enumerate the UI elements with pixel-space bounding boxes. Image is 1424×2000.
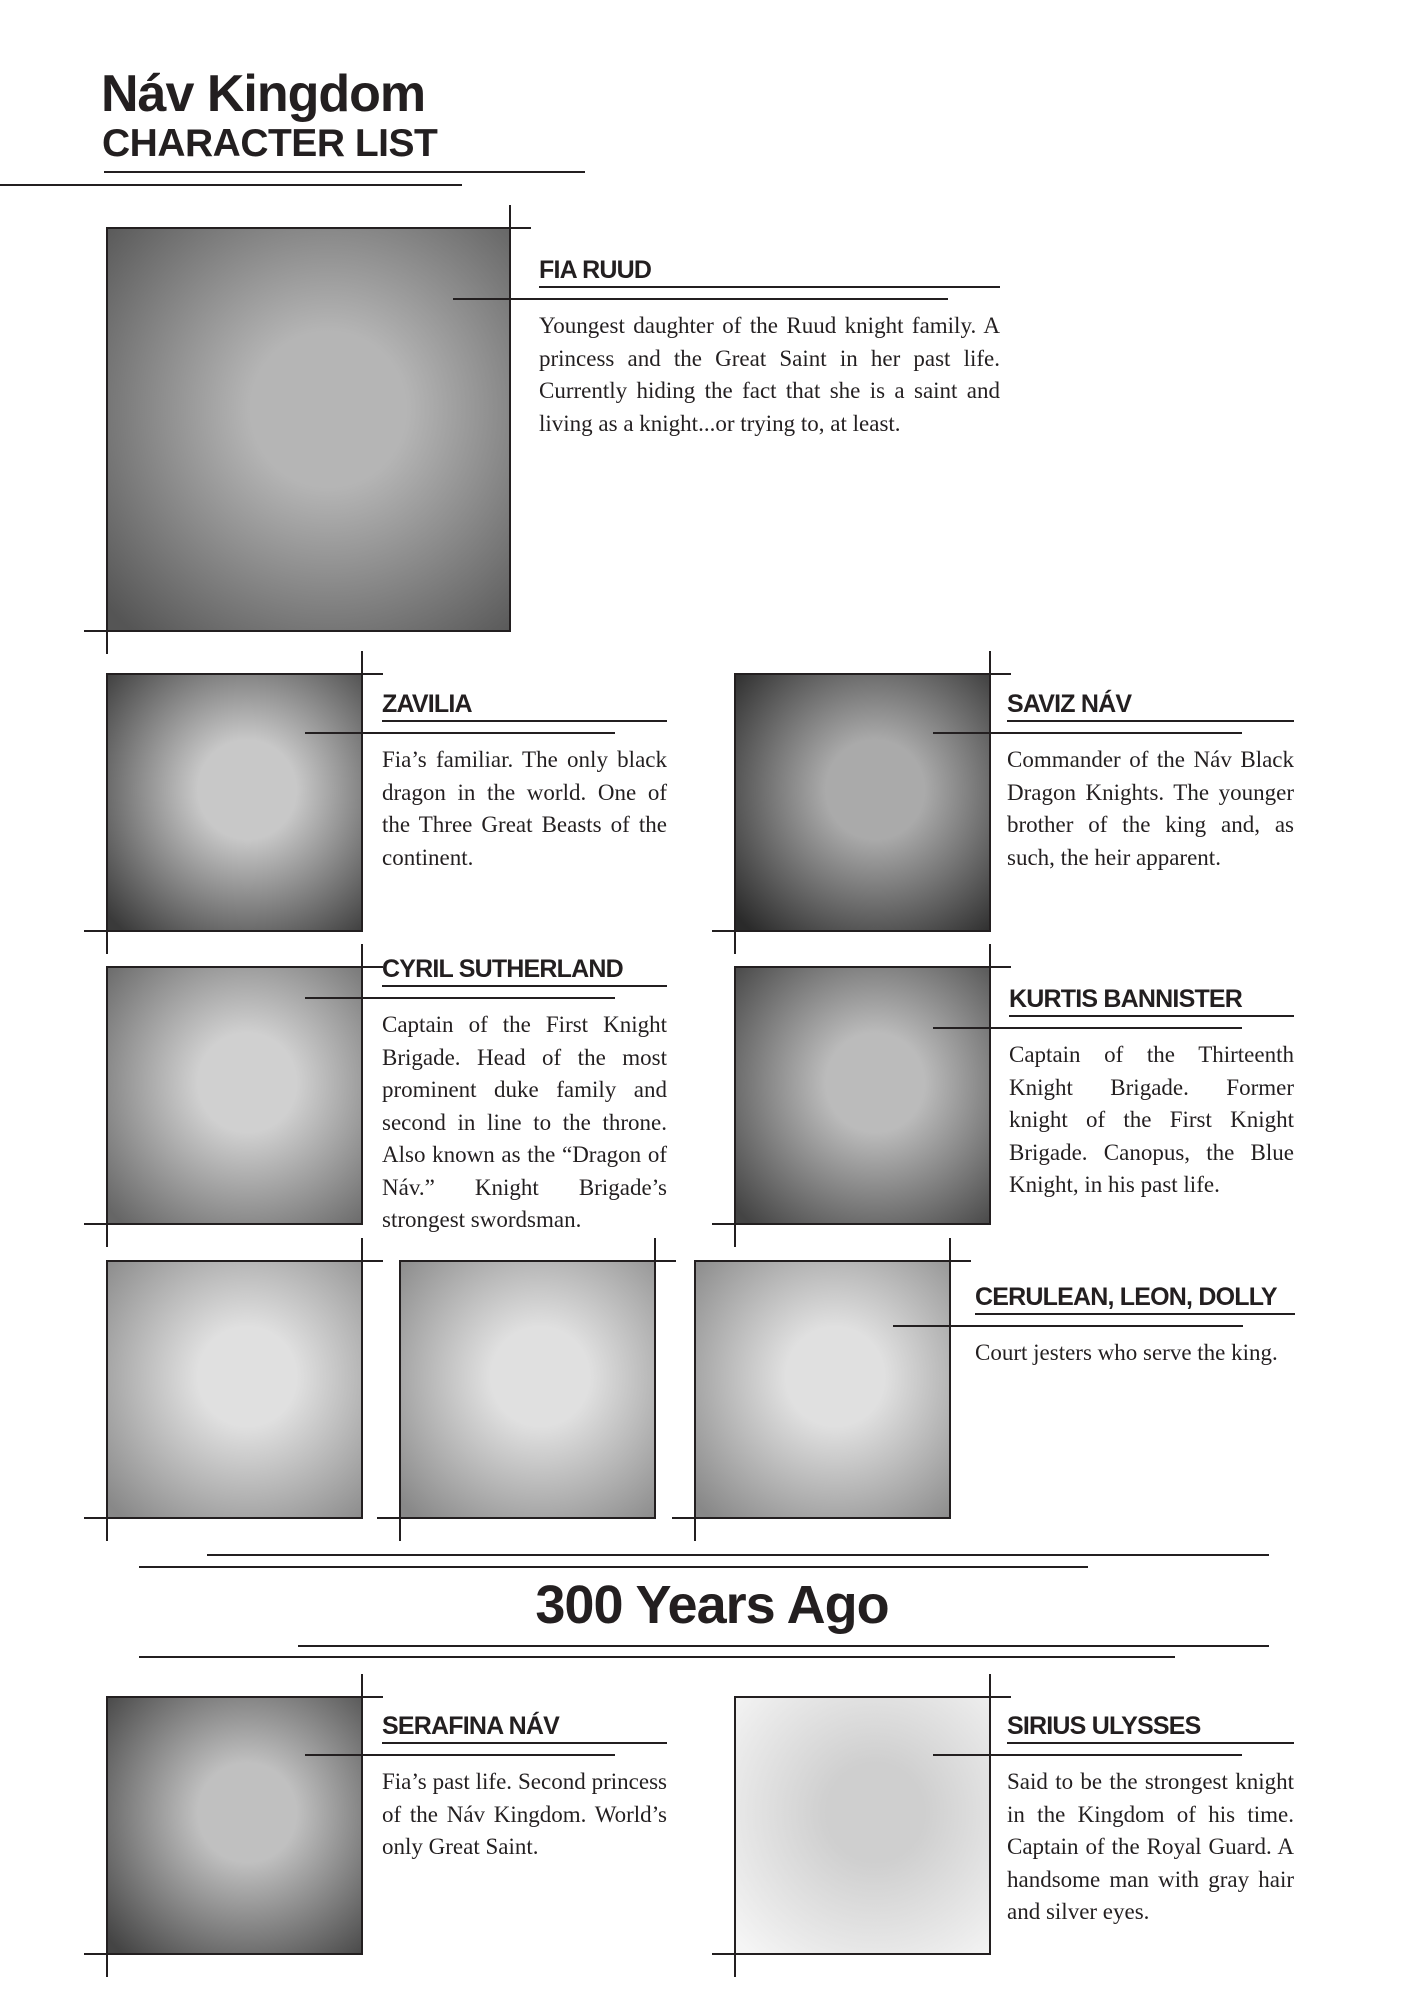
character-portrait: [399, 1260, 656, 1519]
crop-mark: [712, 930, 734, 932]
crop-mark: [361, 1238, 363, 1260]
character-description: Captain of the First Knight Brigade. Head of the most prominent duke family and second in line to the throne. Also known as the “Dragon of Náv.” Knight Brigade’s strongest swordsman.: [382, 1012, 667, 1232]
character-portrait: [106, 1696, 363, 1955]
character-portrait: [106, 966, 363, 1225]
character-description: Fia’s past life. Second princess of the Náv Kingdom. World’s only Great Saint.: [382, 1769, 667, 1859]
section-title: 300 Years Ago: [535, 1575, 889, 1635]
crop-mark: [509, 205, 511, 227]
name-underline: [382, 1742, 667, 1744]
crop-mark: [361, 966, 383, 968]
name-underline: [933, 732, 1242, 734]
character-name: KURTIS BANNISTER: [1009, 985, 1243, 1013]
character-portrait: [734, 966, 991, 1225]
crop-mark: [84, 1953, 106, 1955]
character-portrait: [106, 673, 363, 932]
crop-mark: [694, 1519, 696, 1541]
crop-mark: [361, 1260, 383, 1262]
name-underline: [893, 1325, 1243, 1327]
crop-mark: [399, 1519, 401, 1541]
name-underline: [453, 298, 948, 300]
crop-mark: [734, 1955, 736, 1977]
character-name: SAVIZ NÁV: [1007, 690, 1132, 718]
character-name: ZAVILIA: [382, 690, 472, 718]
crop-mark: [106, 632, 108, 654]
crop-mark: [106, 1225, 108, 1247]
character-portrait: [734, 1696, 991, 1955]
character-name: SERAFINA NÁV: [382, 1712, 559, 1740]
name-underline: [382, 985, 667, 987]
crop-mark: [84, 930, 106, 932]
crop-mark: [84, 1517, 106, 1519]
character-description: Captain of the Thirteenth Knight Brigade. Former knight of the First Knight Brigade. Canopus, the Blue Knight, in his past life.: [1009, 1042, 1294, 1197]
crop-mark: [989, 1696, 1011, 1698]
crop-mark: [377, 1517, 399, 1519]
name-underline: [382, 720, 667, 722]
character-description: Said to be the strongest knight in the Kingdom of his time. Captain of the Royal Guard. A handsome man with gray hair and silver eyes.: [1007, 1769, 1294, 1924]
character-portrait: [694, 1260, 951, 1519]
character-description: Youngest daughter of the Ruud knight family. A princess and the Great Saint in her past life. Currently hiding the fact that she is a saint and living as a knight...or trying to, at least.: [539, 313, 1000, 436]
crop-mark: [989, 673, 1011, 675]
crop-mark: [989, 944, 991, 966]
crop-mark: [361, 651, 363, 673]
character-description: Commander of the Náv Black Dragon Knights. The younger brother of the king and, as such, the heir apparent.: [1007, 747, 1294, 870]
name-underline: [539, 286, 1000, 288]
name-underline: [305, 997, 615, 999]
crop-mark: [361, 1696, 383, 1698]
crop-mark: [734, 1225, 736, 1247]
crop-mark: [989, 651, 991, 673]
crop-mark: [949, 1260, 971, 1262]
name-underline: [1007, 720, 1294, 722]
character-portrait: [106, 227, 511, 632]
crop-mark: [989, 1674, 991, 1696]
character-description: Court jesters who serve the king.: [975, 1340, 1278, 1365]
divider: [139, 1566, 1088, 1568]
page-title: Náv Kingdom: [101, 65, 426, 123]
crop-mark: [712, 1953, 734, 1955]
divider: [207, 1554, 1269, 1556]
name-underline: [975, 1313, 1295, 1315]
name-underline: [933, 1754, 1242, 1756]
crop-mark: [712, 1223, 734, 1225]
name-underline: [1009, 1015, 1294, 1017]
character-name: CERULEAN, LEON, DOLLY: [975, 1283, 1277, 1311]
character-description: Fia’s familiar. The only black dragon in the world. One of the Three Great Beasts of the continent.: [382, 747, 667, 870]
name-underline: [933, 1027, 1242, 1029]
crop-mark: [106, 1519, 108, 1541]
name-underline: [1007, 1742, 1294, 1744]
crop-mark: [949, 1238, 951, 1260]
crop-mark: [84, 1223, 106, 1225]
character-name: CYRIL SUTHERLAND: [382, 955, 623, 983]
crop-mark: [672, 1517, 694, 1519]
crop-mark: [361, 944, 363, 966]
divider: [104, 171, 585, 173]
crop-mark: [361, 1674, 363, 1696]
crop-mark: [654, 1238, 656, 1260]
page-subtitle: CHARACTER LIST: [102, 122, 438, 165]
divider: [139, 1656, 1175, 1658]
divider: [298, 1645, 1269, 1647]
crop-mark: [509, 227, 531, 229]
crop-mark: [106, 932, 108, 954]
crop-mark: [361, 673, 383, 675]
name-underline: [305, 732, 615, 734]
crop-mark: [654, 1260, 676, 1262]
divider: [0, 184, 462, 186]
character-name: SIRIUS ULYSSES: [1007, 1712, 1201, 1740]
character-portrait: [106, 1260, 363, 1519]
crop-mark: [84, 630, 106, 632]
character-name: FIA RUUD: [539, 256, 652, 284]
crop-mark: [989, 966, 1011, 968]
crop-mark: [106, 1955, 108, 1977]
crop-mark: [734, 932, 736, 954]
name-underline: [305, 1754, 615, 1756]
character-portrait: [734, 673, 991, 932]
